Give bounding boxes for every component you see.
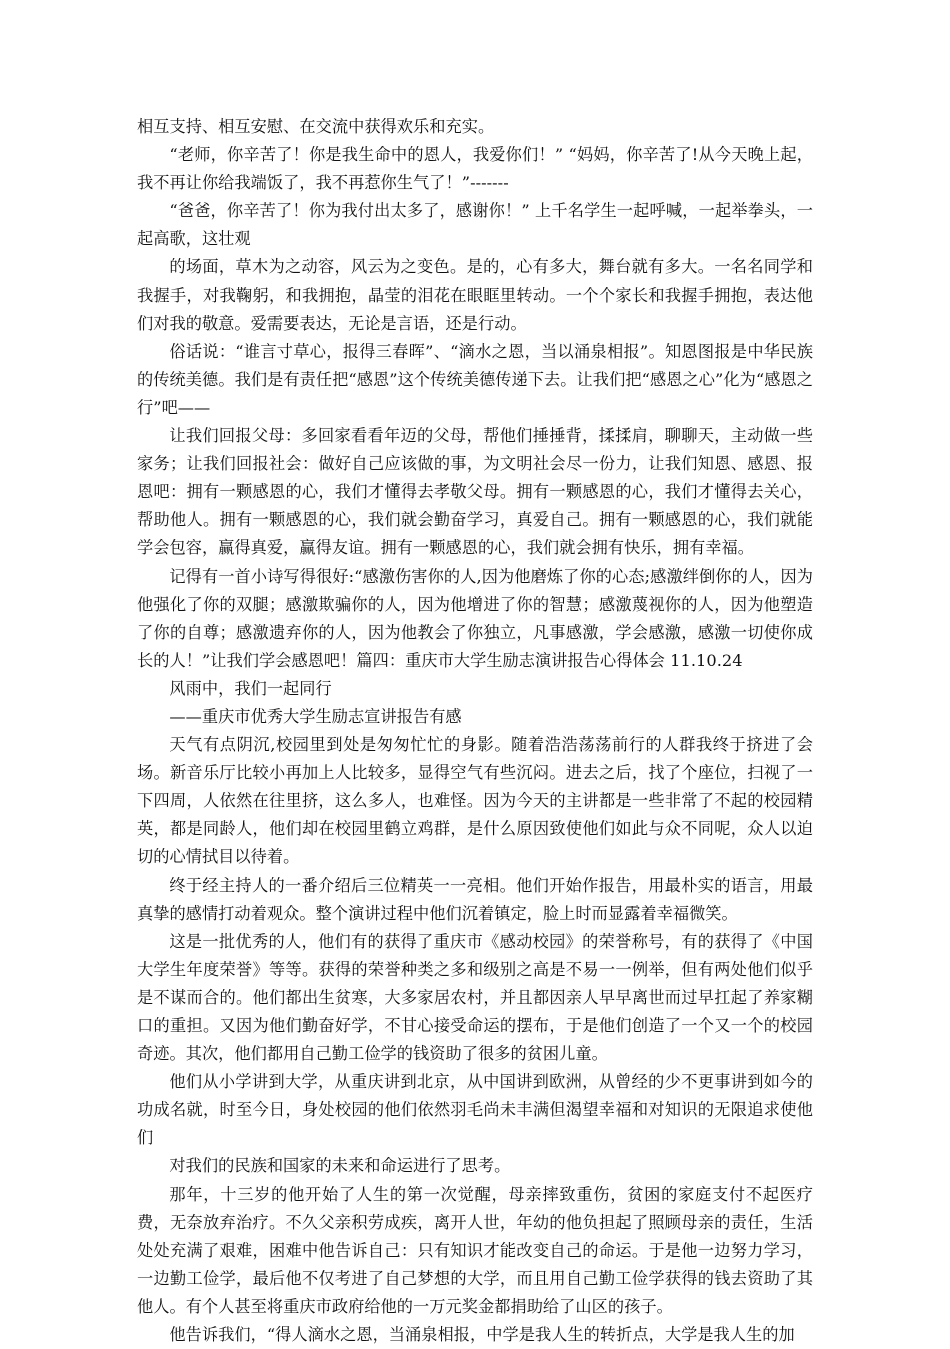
paragraph: 记得有一首小诗写得很好:“感激伤害你的人,因为他磨炼了你的心态;感激绊倒你的人，因为他强化了你的双腿；感激欺骗你的人，因为他增进了你的智慧；感激蔑视你的人，因为他塑造了你的自尊；感激遗弃你的人，因为他教会了你独立，凡事感激，学会感激，感激一切使你成长的人！”让我们学会感恩吧！篇四：重庆市大学生励志演讲报告心得体会 11.10.24 (137, 566, 813, 670)
section-title: 风雨中，我们一起同行 (169, 678, 332, 698)
paragraph: 他告诉我们，“得人滴水之恩，当涌泉相报，中学是我人生的转折点，大学是我人生的加 (169, 1325, 795, 1345)
document-body (137, 113, 813, 1349)
paragraph: 让我们回报父母：多回家看看年迈的父母，帮他们捶捶背，揉揉肩，聊聊天，主动做一些家务；让我们回报社会：做好自己应该做的事，为文明社会尽一份力，让我们知恩、感恩、报恩吧：拥有一颗感恩的心，我们才懂得去孝敬父母。拥有一颗感恩的心，我们才懂得去关心，帮助他人。拥有一颗感恩的心，我们就会勤奋学习，真爱自己。拥有一颗感恩的心，我们就能学会包容，赢得真爱，赢得友谊。拥有一颗感恩的心，我们就会拥有快乐，拥有幸福。 (137, 426, 813, 558)
paragraph: 终于经主持人的一番介绍后三位精英一一亮相。他们开始作报告，用最朴实的语言，用最真挚的感情打动着观众。整个演讲过程中他们沉着镇定，脸上时而显露着幸福微笑。 (137, 875, 813, 923)
paragraph: “爸爸，你辛苦了！你为我付出太多了，感谢你！” 上千名学生一起呼喊，一起举拳头，一起高歌，这壮观 (137, 201, 813, 249)
paragraph: 天气有点阴沉,校园里到处是匆匆忙忙的身影。随着浩浩荡荡前行的人群我终于挤进了会场。新音乐厅比较小再加上人比较多，显得空气有些沉闷。进去之后，找了个座位，扫视了一下四周，人依然在往里挤，这么多人，也难怪。因为今天的主讲都是一些非常了不起的校园精英，都是同龄人，他们却在校园里鹤立鸡群，是什么原因致使他们如此与众不同呢，众人以迫切的心情拭目以待着。 (137, 735, 813, 867)
paragraph: 这是一批优秀的人，他们有的获得了重庆市《感动校园》的荣誉称号，有的获得了《中国大学生年度荣誉》等等。获得的荣誉种类之多和级别之高是不易一一例举，但有两处他们似乎是不谋而合的。他们都出生贫寒，大多家居农村，并且都因亲人早早离世而过早扛起了养家糊口的重担。又因为他们勤奋好学，不甘心接受命运的摆布，于是他们创造了一个又一个的校园奇迹。其次，他们都用自己勤工俭学的钱资助了很多的贫困儿童。 (137, 931, 813, 1064)
paragraph: 那年，十三岁的他开始了人生的第一次觉醒，母亲摔致重伤，贫困的家庭支付不起医疗费，无奈放弃治疗。不久父亲积劳成疾，离开人世，年幼的他负担起了照顾母亲的责任，生活处处充满了艰难，困难中他告诉自己：只有知识才能改变自己的命运。于是他一边努力学习，一边勤工俭学，最后他不仅考进了自己梦想的大学，而且用自己勤工俭学获得的钱去资助了其他人。有个人甚至将重庆市政府给他的一万元奖金都捐助给了山区的孩子。 (137, 1184, 813, 1316)
paragraph: 俗话说：“谁言寸草心，报得三春晖”、“滴水之恩，当以涌泉相报”。知恩图报是中华民族的传统美德。我们是有责任把“感恩”这个传统美德传递下去。让我们把“感恩之心”化为“感恩之行”吧—— (137, 341, 813, 417)
section-subtitle: ——重庆市优秀大学生励志宣讲报告有感 (169, 706, 462, 726)
paragraph: 相互支持、相互安慰、在交流中获得欢乐和充实。 (137, 117, 495, 136)
paragraph: 的场面，草木为之动容，风云为之变色。是的，心有多大，舞台就有多大。一名名同学和我握手，对我鞠躬，和我拥抱，晶莹的泪花在眼眶里转动。一个个家长和我握手拥抱，表达他们对我的敬意。爱需要表达，无论是言语，还是行动。 (137, 257, 813, 333)
paragraph: “老师，你辛苦了！你是我生命中的恩人，我爱你们！” “妈妈，你辛苦了!从今天晚上起，我不再让你给我端饭了，我不再惹你生气了！”------- (137, 145, 813, 193)
paragraph: 他们从小学讲到大学，从重庆讲到北京，从中国讲到欧洲，从曾经的少不更事讲到如今的功成名就，时至今日，身处校园的他们依然羽毛尚未丰满但渴望幸福和对知识的无限追求使他们 (137, 1072, 813, 1148)
paragraph: 对我们的民族和国家的未来和命运进行了思考。 (169, 1156, 511, 1176)
